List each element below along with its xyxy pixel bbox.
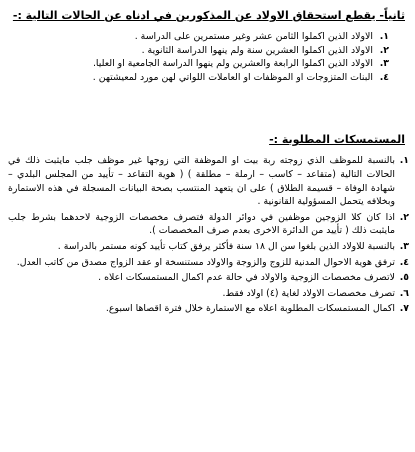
item-text: الاولاد الذين اكملوا الرابعة والعشرين ولم ينهوا الدراسة الجامعية او العليا. <box>92 58 373 70</box>
item-number: ٢. <box>379 44 389 56</box>
item-number: ١. <box>379 31 389 42</box>
item-text: لاتصرف مخصصات الزوجية والاولاد في حالة عدم اكمال المستمسكات اعلاه . <box>98 272 395 284</box>
list-item <box>8 240 409 254</box>
list-item <box>8 30 409 44</box>
item-number: ٥. <box>399 272 409 284</box>
list-item <box>8 211 409 238</box>
item-number: ٢. <box>399 211 409 223</box>
item-number: ١. <box>399 155 409 167</box>
section-heading-stop-entitlement: ثانياً- يقطع استحقاق الاولاد عن المذكورين في ادناه عن الحالات التالية :- <box>12 9 405 22</box>
required-documents-list <box>8 154 409 316</box>
item-number: ٤. <box>379 71 389 83</box>
list-item <box>8 302 409 316</box>
list-item <box>8 256 409 270</box>
item-text: البنات المتزوجات او الموظفات او العاملات اللواتي لهن مورد لمعيشتهن . <box>92 71 373 83</box>
section-spacer <box>8 84 409 126</box>
list-item <box>8 287 409 301</box>
item-number: ٣. <box>399 240 409 252</box>
list-item <box>8 57 409 71</box>
item-text: ترفق هوية الاحوال المدنية للزوج والزوجة والاولاد مستنسخة او عقد الزواج مصدق من كاتب العدل. <box>16 256 395 268</box>
section-heading-required-documents: المستمسكات المطلوبة :- <box>269 133 405 147</box>
list-item <box>8 71 409 85</box>
item-number: ٤. <box>399 256 409 268</box>
item-text: بالنسبة للاولاد الذين بلغوا سن ال ١٨ سنة فأكثر يرفق كتاب تأييد كونه مستمر بالدراسة . <box>57 240 395 252</box>
item-text: الاولاد الذين اكملوا العشرين سنة ولم ينهوا الدراسة الثانوية . <box>141 44 373 56</box>
item-text: بالنسبة للموظف الذي زوجته ربة بيت او الموظفة التي زوجها غير موظف جلب مايثبت ذلك في الحالات التالية (متقاعد – كاسب – ارملة – مطلقة ) ( هوية التقاعد – تأييد من المجلس البلدي – شهادة الوفاة – قسيمة الطلاق ) على ان يتعهد المنتسب بصحة البيانات المسجلة في هذه الاستمارة وبخلافه يتحمل المسؤولية القانونية . <box>8 155 395 208</box>
item-number: ٦. <box>399 287 409 299</box>
item-number: ٧. <box>399 303 409 315</box>
item-text: تصرف مخصصات الاولاد لغاية (٤) اولاد فقط. <box>222 287 395 299</box>
item-text: اكمال المستمسكات المطلوبة اعلاه مع الاستمارة خلال فترة اقصاها اسبوع. <box>105 303 395 315</box>
item-text: الاولاد الذين اكملوا الثامن عشر وغير مستمرين على الدراسة . <box>134 31 373 42</box>
list-item <box>8 271 409 285</box>
list-item <box>8 154 409 208</box>
item-number: ٣. <box>379 58 389 70</box>
item-text: اذا كان كلا الزوجين موظفين في دوائر الدولة فتصرف مخصصات الزوجية لاحدهما بشرط جلب مايثبت ذلك ( تأييد من الدائرة الاخرى بعدم صرف المخصصات ). <box>8 211 395 237</box>
stop-entitlement-list <box>8 30 409 84</box>
list-item <box>8 44 409 58</box>
